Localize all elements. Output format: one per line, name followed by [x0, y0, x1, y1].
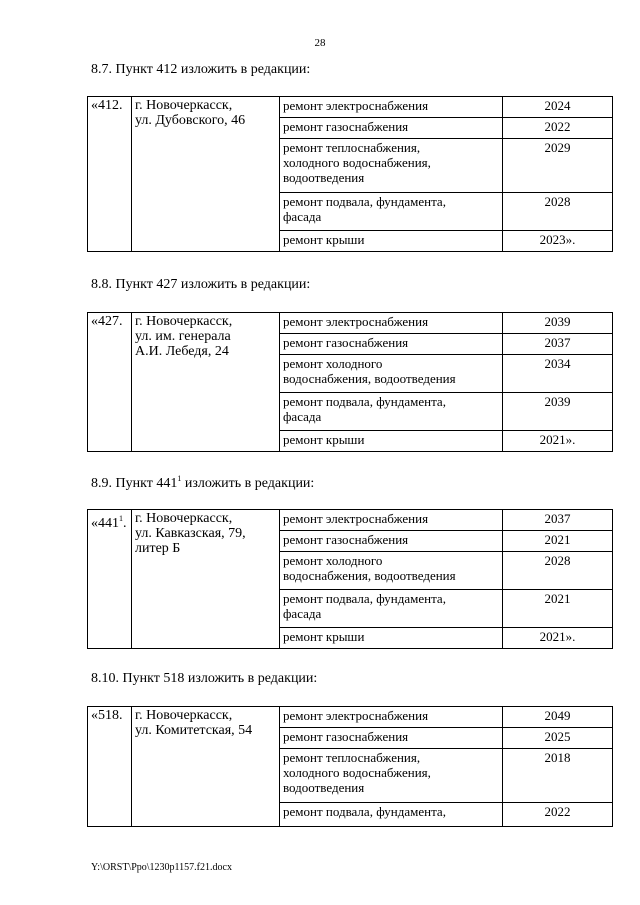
work-line: ремонт теплоснабжения,: [283, 750, 421, 765]
address-cell: [132, 313, 280, 452]
year-cell: 2028: [503, 193, 613, 231]
work-line: водоотведения: [283, 780, 365, 795]
work-cell: [280, 97, 503, 118]
year-cell: 2023».: [503, 231, 613, 252]
work-line: ремонт холодного: [283, 356, 383, 371]
address-line: г. Новочеркасск,: [135, 708, 233, 723]
year-cell: 2039: [503, 313, 613, 334]
work-line: ремонт подвала, фундамента,: [283, 194, 446, 209]
year-cell: 2022: [503, 803, 613, 827]
section-table: [87, 312, 613, 452]
work-line: ремонт подвала, фундамента,: [283, 804, 446, 819]
work-cell: [280, 193, 503, 231]
work-cell: [280, 355, 503, 393]
address-line: ул. Кавказская, 79,: [135, 526, 246, 541]
work-line: ремонт газоснабжения: [283, 532, 409, 547]
work-line: фасада: [283, 209, 322, 224]
address-cell: [132, 97, 280, 252]
work-line: водоснабжения, водоотведения: [283, 371, 456, 386]
year-cell: 2049: [503, 707, 613, 728]
page-number: 28: [314, 37, 326, 49]
address-line: г. Новочеркасск,: [135, 314, 233, 329]
year-cell: 2024: [503, 97, 613, 118]
year-cell: 2021».: [503, 628, 613, 649]
section-heading: 8.10. Пункт 518 изложить в редакции:: [91, 671, 318, 686]
section-heading: 8.8. Пункт 427 изложить в редакции:: [91, 277, 311, 292]
work-line: ремонт подвала, фундамента,: [283, 394, 446, 409]
address-line: ул. Комитетская, 54: [135, 723, 253, 738]
item-number-suffix: .: [123, 516, 127, 531]
address-line: ул. Дубовского, 46: [135, 113, 246, 128]
section-table: [87, 706, 613, 827]
work-cell: [280, 628, 503, 649]
work-line: ремонт газоснабжения: [283, 119, 409, 134]
year-cell: 2025: [503, 728, 613, 749]
work-cell: [280, 590, 503, 628]
work-cell: [280, 118, 503, 139]
work-line: ремонт холодного: [283, 553, 383, 568]
work-line: фасада: [283, 606, 322, 621]
work-line: ремонт электроснабжения: [283, 98, 429, 113]
work-cell: [280, 334, 503, 355]
address-cell: [132, 510, 280, 649]
section-table: [87, 509, 613, 649]
heading-text: 8.9. Пункт 441: [91, 476, 178, 491]
work-cell: [280, 393, 503, 431]
address-line: литер Б: [135, 541, 181, 556]
heading-text: изложить в редакции:: [181, 476, 315, 491]
section-table: [87, 96, 613, 252]
item-number: «427.: [88, 313, 132, 452]
work-line: ремонт крыши: [283, 432, 365, 447]
work-line: водоотведения: [283, 170, 365, 185]
work-line: водоснабжения, водоотведения: [283, 568, 456, 583]
work-cell: [280, 803, 503, 827]
work-line: ремонт электроснабжения: [283, 708, 429, 723]
work-cell: [280, 531, 503, 552]
work-line: ремонт электроснабжения: [283, 314, 429, 329]
work-cell: [280, 139, 503, 193]
work-line: ремонт газоснабжения: [283, 729, 409, 744]
work-cell: [280, 431, 503, 452]
item-number: «412.: [88, 97, 132, 252]
address-line: А.И. Лебедя, 24: [135, 344, 229, 359]
work-line: холодного водоснабжения,: [283, 155, 431, 170]
year-cell: 2039: [503, 393, 613, 431]
work-line: ремонт крыши: [283, 232, 365, 247]
address-cell: [132, 707, 280, 827]
footer-file-path: Y:\ORST\Ppo\1230p1157.f21.docx: [91, 862, 232, 873]
work-cell: [280, 313, 503, 334]
year-cell: 2034: [503, 355, 613, 393]
year-cell: 2021».: [503, 431, 613, 452]
year-cell: 2037: [503, 510, 613, 531]
work-cell: [280, 552, 503, 590]
work-line: ремонт теплоснабжения,: [283, 140, 421, 155]
item-number: [88, 510, 132, 649]
year-cell: 2037: [503, 334, 613, 355]
work-line: ремонт крыши: [283, 629, 365, 644]
work-line: ремонт подвала, фундамента,: [283, 591, 446, 606]
address-line: ул. им. генерала: [135, 329, 231, 344]
year-cell: 2018: [503, 749, 613, 803]
address-line: г. Новочеркасск,: [135, 98, 233, 113]
section-heading: [91, 474, 314, 492]
work-line: ремонт электроснабжения: [283, 511, 429, 526]
section-heading: 8.7. Пункт 412 изложить в редакции:: [91, 62, 311, 77]
year-cell: 2028: [503, 552, 613, 590]
work-cell: [280, 728, 503, 749]
address-line: г. Новочеркасск,: [135, 511, 233, 526]
item-number-text: «441: [91, 516, 119, 531]
year-cell: 2021: [503, 531, 613, 552]
work-line: ремонт газоснабжения: [283, 335, 409, 350]
year-cell: 2021: [503, 590, 613, 628]
work-cell: [280, 510, 503, 531]
item-number: «518.: [88, 707, 132, 827]
year-cell: 2022: [503, 118, 613, 139]
work-line: фасада: [283, 409, 322, 424]
work-line: холодного водоснабжения,: [283, 765, 431, 780]
year-cell: 2029: [503, 139, 613, 193]
item-number-superscript: 1: [119, 514, 123, 523]
heading-superscript: 1: [177, 474, 182, 483]
work-cell: [280, 231, 503, 252]
work-cell: [280, 749, 503, 803]
work-cell: [280, 707, 503, 728]
